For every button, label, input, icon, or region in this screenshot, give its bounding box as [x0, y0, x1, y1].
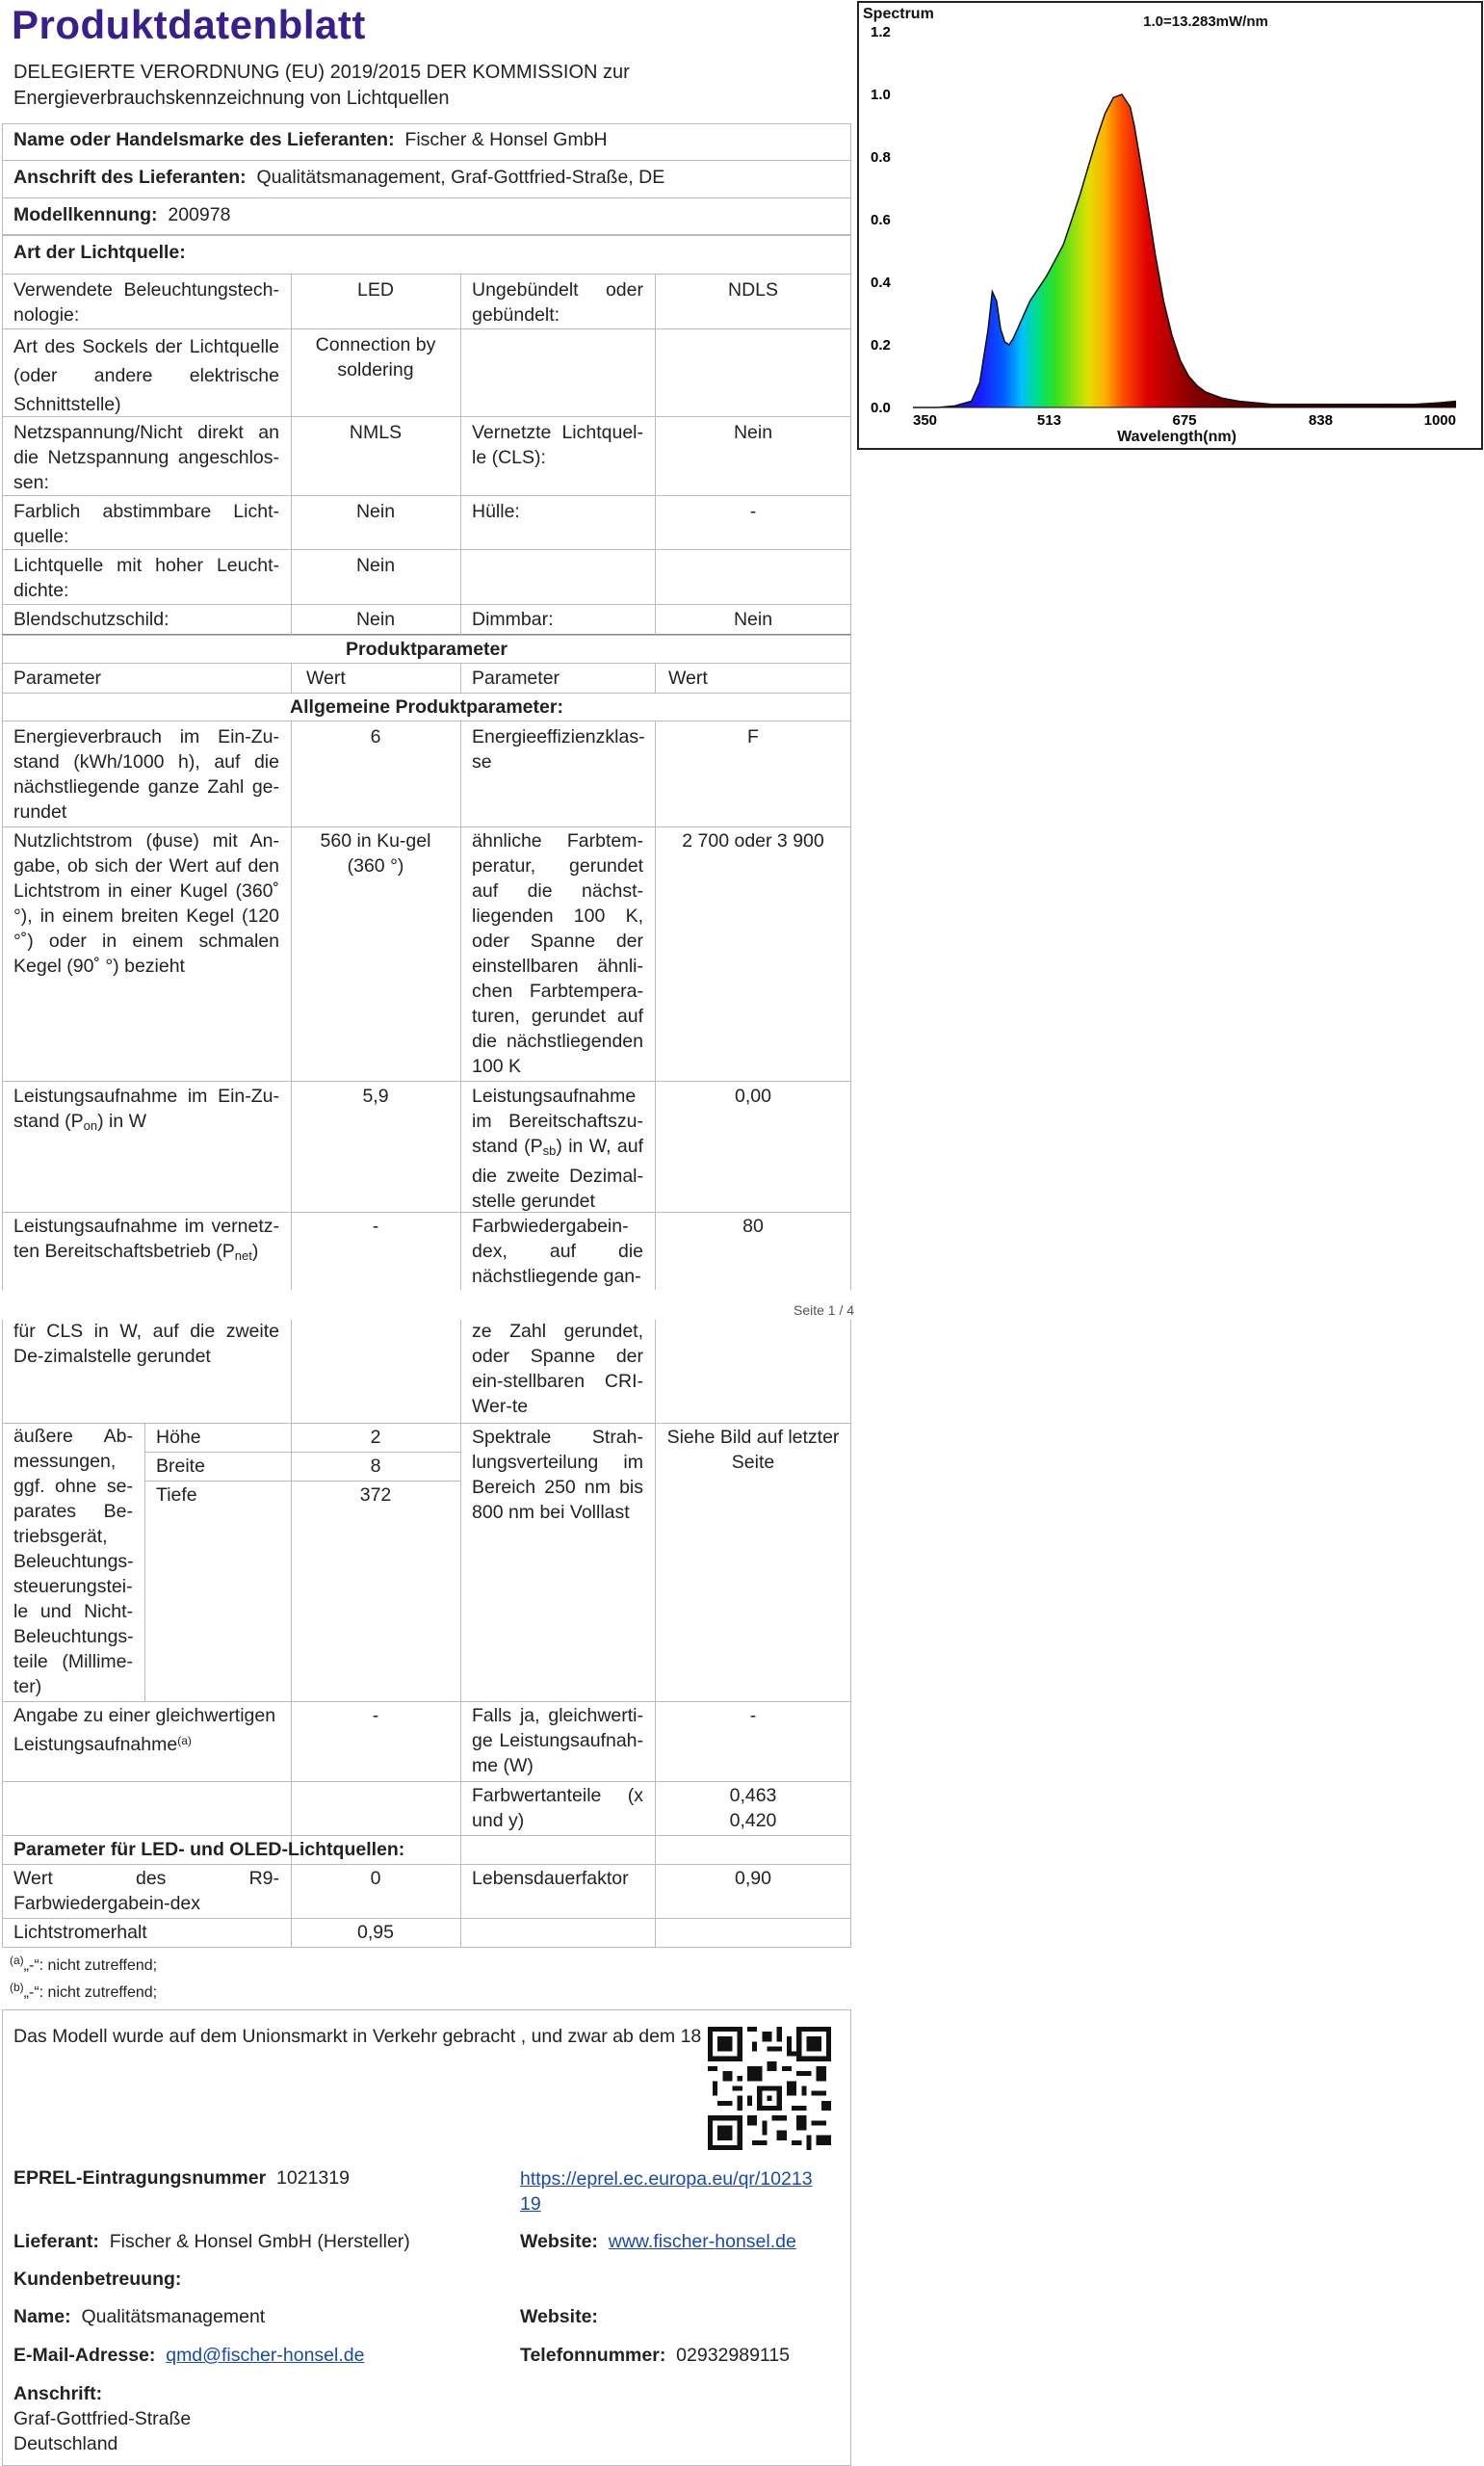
equivalent-power-w-label: Falls ja, gleichwerti-ge Leistungsaufnah-me (W) [472, 1705, 643, 1776]
standby-power-value: 0,00 [735, 1086, 771, 1107]
tunable-label: Farblich abstimmbare Licht-quelle: [13, 501, 279, 547]
cri-label: Farbwiedergabein-dex, auf die nächstliegende gan- [472, 1216, 643, 1287]
product-parameters-heading: Produktparameter [346, 639, 508, 660]
supplier-name-value: Fischer & Honsel GmbH [404, 129, 608, 150]
x-tick-label: 513 [1036, 412, 1061, 429]
spectrum-chart [859, 3, 1481, 448]
cri-value: 80 [742, 1216, 764, 1237]
tunable-value: Nein [355, 501, 396, 522]
directional-value: NDLS [727, 279, 779, 301]
envelope-label: Hülle: [472, 501, 520, 522]
contact-name-label: Name: [13, 2306, 71, 2327]
networked-standby-label-cont: für CLS in W, auf die zweite De-zimalstelle gerundet [13, 1321, 279, 1367]
technology-value: LED [357, 279, 394, 301]
y-tick-label: 0.6 [871, 212, 891, 228]
lumen-maintenance-value: 0,95 [357, 1922, 394, 1943]
qr-code-icon[interactable] [708, 2027, 831, 2150]
anti-glare-value: Nein [355, 609, 396, 630]
height-label: Höhe [156, 1427, 201, 1448]
phone-row [508, 2343, 846, 2368]
footer-supplier-label: Lieferant: [13, 2231, 99, 2252]
x-tick-label: 838 [1308, 412, 1333, 429]
eprel-number: 1021319 [276, 2167, 350, 2189]
eprel-link[interactable]: https://eprel.ec.europa.eu/qr/1021319 [520, 2168, 813, 2215]
cap-type-label: Art des Sockels der Lichtquelle (oder andere elektrische Schnittstelle) [13, 336, 279, 415]
equivalent-power-label: Angabe zu einer gleichwertigen Leistungsaufnahme$^{(a)}$ [13, 1705, 276, 1755]
y-tick-label: 0.4 [871, 275, 891, 291]
standby-power-label: Leistungsaufnahme im Bereitschaftszu-stand $(P_{sb})$ in W, auf die zweite Dezimal-stelle gerundet [472, 1086, 644, 1212]
model-id-value: 200978 [168, 204, 231, 225]
cap-type-value: Connection by soldering [315, 334, 436, 380]
regulation-subtitle: DELEGIERTE VERORDNUNG (EU) 2019/2015 DER KOMMISSION zur Energieverbrauchskennzeichnung von Lichtquellen [13, 62, 630, 109]
eprel-row [2, 2165, 483, 2191]
chromaticity-label: Farbwertanteile (x und y) [472, 1785, 643, 1831]
on-mode-power-value: 5,9 [362, 1086, 389, 1107]
technology-label: Verwendete Beleuchtungstech-nologie: [13, 279, 279, 326]
col-header-parameter-2: Parameter [472, 668, 560, 689]
footnote-b: $^{(b)}$„-“: nicht zutreffend; [10, 1981, 158, 2001]
supplier-name-label: Name oder Handelsmarke des Lieferanten: [13, 129, 395, 150]
anti-glare-label: Blendschutzschild: [13, 609, 169, 630]
contact-website-label: Website: [520, 2306, 598, 2327]
chromaticity-value: 0,463 0,420 [729, 1785, 777, 1831]
col-header-parameter: Parameter [13, 668, 102, 689]
chart-annotation: 1.0=13.283mW/nm [1143, 13, 1268, 30]
supplier-name-row [2, 127, 849, 152]
height-value: 2 [370, 1427, 381, 1448]
y-tick-label: 1.2 [871, 24, 891, 40]
email-link[interactable]: qmd@fischer-honsel.de [166, 2345, 365, 2366]
supplier-row [2, 2229, 503, 2254]
col-header-value: Wert [306, 668, 346, 689]
equivalent-power-w-value: - [749, 1705, 757, 1726]
high-luminance-value: Nein [355, 555, 396, 576]
networked-standby-value: - [372, 1216, 379, 1237]
cct-value: 2 700 oder 3 900 [682, 830, 824, 852]
address-label: Anschrift: [13, 2383, 103, 2404]
spectral-distribution-label: Spektrale Strah-lungsverteilung im Bereich 250 nm bis 800 nm bei Volllast [472, 1427, 643, 1523]
email-label: E-Mail-Adresse: [13, 2345, 156, 2366]
website-label: Website: [520, 2231, 598, 2252]
supplier-address-label: Anschrift des Lieferanten: [13, 167, 247, 188]
directional-label: Ungebündelt oder gebündelt: [472, 279, 643, 326]
cls-label: Vernetzte Lichtquel-le (CLS): [472, 422, 643, 468]
email-row [2, 2343, 483, 2368]
phone-label: Telefonnummer: [520, 2345, 666, 2366]
x-tick-label: 675 [1172, 412, 1197, 429]
r9-label: Wert des R9-Farbwiedergabein-dex [13, 1868, 279, 1914]
footnote-a: $^{(a)}$„-“: nicht zutreffend; [10, 1954, 158, 1974]
chart-x-axis-label: Wavelength(nm) [1117, 429, 1237, 445]
general-parameters-heading: Allgemeine Produktparameter: [290, 696, 563, 718]
survival-factor-label: Lebensdauerfaktor [472, 1868, 629, 1889]
luminous-flux-value: 560 in Ku-gel (360 °) [320, 830, 431, 877]
contact-name-value: Qualitätsmanagement [81, 2306, 266, 2327]
supplier-address-value: Qualitätsmanagement, Graf-Gottfried-Straße, DE [256, 167, 665, 188]
mains-label: Netzspannung/Nicht direkt an die Netzspannung angeschlos-sen: [13, 422, 279, 493]
cls-value: Nein [733, 422, 773, 443]
website-link[interactable]: www.fischer-honsel.de [608, 2231, 796, 2252]
light-source-type-heading: Art der Lichtquelle: [13, 242, 186, 263]
col-header-value-2: Wert [668, 668, 708, 689]
contact-name-row [2, 2304, 483, 2329]
x-tick-label: 350 [913, 412, 938, 429]
depth-label: Tiefe [156, 1484, 197, 1506]
y-tick-label: 0.0 [871, 400, 891, 416]
customer-service-heading: Kundenbetreuung: [13, 2269, 182, 2290]
width-value: 8 [370, 1456, 381, 1477]
dimmable-value: Nein [733, 609, 773, 630]
high-luminance-label: Lichtquelle mit hoher Leucht-dichte: [13, 555, 279, 601]
luminous-flux-label: Nutzlichtstrom (ϕuse) mit An-gabe, ob sich der Wert auf den Lichtstrom in einer Kugel (360˚ °), in einem breiten Kegel (120 °˚) oder in einem schmalen Kegel (90˚ °) bezieht [13, 830, 279, 977]
market-date-text: Das Modell wurde auf dem Unionsmarkt in Verkehr gebracht , und zwar ab dem 18 [13, 2026, 702, 2047]
y-tick-label: 0.2 [871, 337, 891, 354]
chart-title: Spectrum [863, 6, 934, 22]
dimmable-label: Dimmbar: [472, 609, 554, 630]
cri-label-cont: ze Zahl gerundet, oder Spanne der ein-stellbaren CRI-Wer-te [472, 1321, 643, 1417]
page-number: Seite 1 / 4 [794, 1302, 855, 1318]
lumen-maintenance-label: Lichtstromerhalt [13, 1922, 147, 1943]
eprel-label: EPREL-Eintragungsnummer [13, 2167, 267, 2189]
survival-factor-value: 0,90 [735, 1868, 771, 1889]
mains-value: NMLS [349, 422, 403, 443]
phone-value: 02932989115 [676, 2345, 791, 2366]
energy-consumption-label: Energieverbrauch im Ein-Zu-stand (kWh/1000 h), auf die nächstliegende ganze Zahl ge-rundet [13, 726, 279, 823]
footer-supplier-value: Fischer & Honsel GmbH (Hersteller) [109, 2231, 410, 2252]
led-parameters-heading: Parameter für LED- und OLED-Lichtquellen: [13, 1839, 405, 1860]
address-line-2: Deutschland [13, 2433, 118, 2454]
spectral-distribution-value: Siehe Bild auf letzter Seite [666, 1427, 840, 1473]
r9-value: 0 [370, 1868, 381, 1889]
model-id-row [2, 202, 849, 227]
on-mode-power-label: Leistungsaufnahme im Ein-Zu-stand $(P_{on})$ in W [13, 1086, 279, 1133]
model-id-label: Modellkennung: [13, 204, 158, 225]
y-tick-label: 0.8 [871, 149, 891, 166]
spectrum-area [913, 94, 1456, 407]
width-label: Breite [156, 1456, 205, 1477]
x-tick-label: 1000 [1423, 412, 1456, 429]
equivalent-power-value: - [372, 1705, 379, 1726]
envelope-value: - [749, 501, 757, 522]
supplier-address-row [2, 165, 849, 190]
depth-value: 372 [359, 1484, 392, 1506]
energy-class-label: Energieeffizienzklas-se [472, 726, 645, 773]
energy-class-value: F [747, 726, 759, 748]
y-tick-label: 1.0 [871, 87, 891, 103]
energy-consumption-value: 6 [370, 726, 381, 748]
networked-standby-label: Leistungsaufnahme im vernetz-ten Bereitschaftsbetrieb $(P_{net})$ [13, 1216, 279, 1263]
page-title: Produktdatenblatt [12, 2, 366, 47]
address-line-1: Graf-Gottfried-Straße [13, 2408, 192, 2429]
website-row [508, 2229, 846, 2254]
cct-label: ähnliche Farbtem-peratur, gerundet auf die nächst-liegenden 100 K, oder Spanne der einstellbaren ähnli-chen Farbtempera-turen, gerundet auf die nächstliegenden 100 K [472, 830, 643, 1077]
dimensions-label: äußere Ab-messungen, ggf. ohne se-parates Be-triebsgerät, Beleuchtungs-steuerungstei-le und Nicht-Beleuchtungs-teile (Millime-ter) [13, 1426, 134, 1697]
